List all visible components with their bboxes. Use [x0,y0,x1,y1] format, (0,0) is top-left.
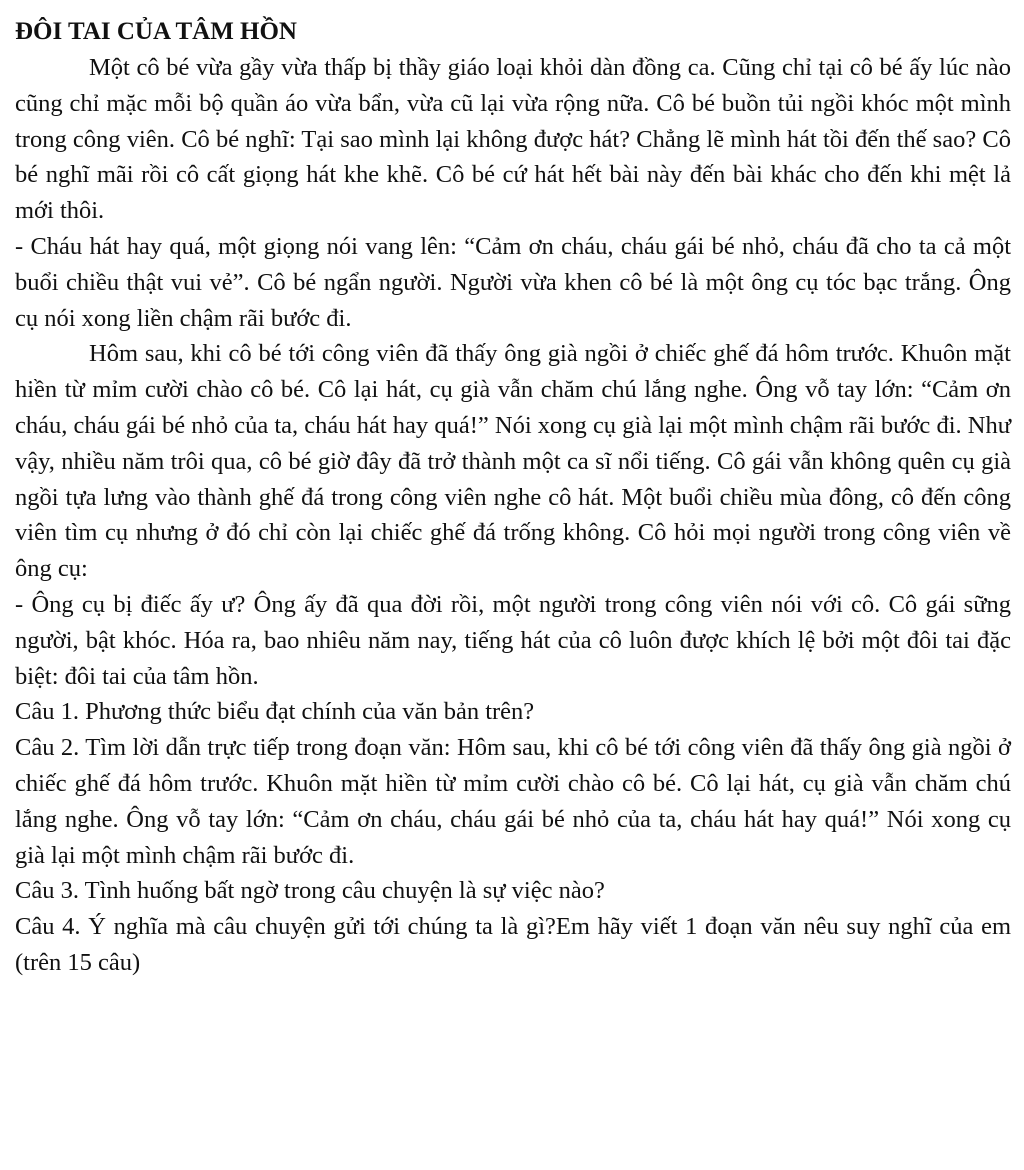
story-paragraph-2: - Cháu hát hay quá, một giọng nói vang lên: “Cảm ơn cháu, cháu gái bé nhỏ, cháu đã cho ta cả một buổi chiều thật vui vẻ”. Cô bé ngẩn người. Người vừa khen cô bé là một ông cụ tóc bạc trắng. Ông cụ nói xong liền chậm rãi bước đi. [15,232,1011,332]
question-3: Câu 3. Tình huống bất ngờ trong câu chuyện là sự việc nào? [15,877,605,905]
story-paragraph-4: - Ông cụ bị điếc ấy ư? Ông ấy đã qua đời rồi, một người trong công viên nói với cô. Cô gái sững người, bật khóc. Hóa ra, bao nhiêu năm nay, tiếng hát của cô luôn được khích lệ bởi một đôi tai đặc biệt: đôi tai của tâm hồn. [15,590,1011,690]
question-1: Câu 1. Phương thức biểu đạt chính của văn bản trên? [15,698,535,726]
question-2: Câu 2. Tìm lời dẫn trực tiếp trong đoạn văn: Hôm sau, khi cô bé tới công viên đã thấy ông già ngồi ở chiếc ghế đá hôm trước. Khuôn mặt hiền từ mỉm cười chào cô bé. Cô lại hát, cụ già vẫn chăm chú lắng nghe. Ông vỗ tay lớn: “Cảm ơn cháu, cháu gái bé nhỏ của ta, cháu hát hay quá!” Nói xong cụ già lại một mình chậm rãi bước đi. [15,734,1011,869]
story-paragraph-1: Một cô bé vừa gầy vừa thấp bị thầy giáo loại khỏi dàn đồng ca. Cũng chỉ tại cô bé ấy lúc nào cũng chỉ mặc mỗi bộ quần áo vừa bẩn, vừa cũ lại vừa rộng nữa. Cô bé buồn tủi ngồi khóc một mình trong công viên. Cô bé nghĩ: Tại sao mình lại không được hát? Chẳng lẽ mình hát tồi đến thế sao? Cô bé nghĩ mãi rồi cô cất giọng hát khe khẽ. Cô bé cứ hát hết bài này đến bài khác cho đến khi mệt lả mới thôi. [15,54,1011,225]
question-4: Câu 4. Ý nghĩa mà câu chuyện gửi tới chúng ta là gì?Em hãy viết 1 đoạn văn nêu suy nghĩ của em (trên 15 câu) [15,913,1011,976]
document [15,14,1011,981]
story-paragraph-3: Hôm sau, khi cô bé tới công viên đã thấy ông già ngồi ở chiếc ghế đá hôm trước. Khuôn mặt hiền từ mỉm cười chào cô bé. Cô lại hát, cụ già vẫn chăm chú lắng nghe. Ông vỗ tay lớn: “Cảm ơn cháu, cháu gái bé nhỏ của ta, cháu hát hay quá!” Nói xong cụ già lại một mình chậm rãi bước đi. Như vậy, nhiều năm trôi qua, cô bé giờ đây đã trở thành một ca sĩ nổi tiếng. Cô gái vẫn không quên cụ già ngồi tựa lưng vào thành ghế đá trong công viên nghe cô hát. Một buổi chiều mùa đông, cô đến công viên tìm cụ nhưng ở đó chỉ còn lại chiếc ghế đá trống không. Cô hỏi mọi người trong công viên về ông cụ: [15,340,1011,583]
document-title: ĐÔI TAI CỦA TÂM HỒN [15,18,297,45]
